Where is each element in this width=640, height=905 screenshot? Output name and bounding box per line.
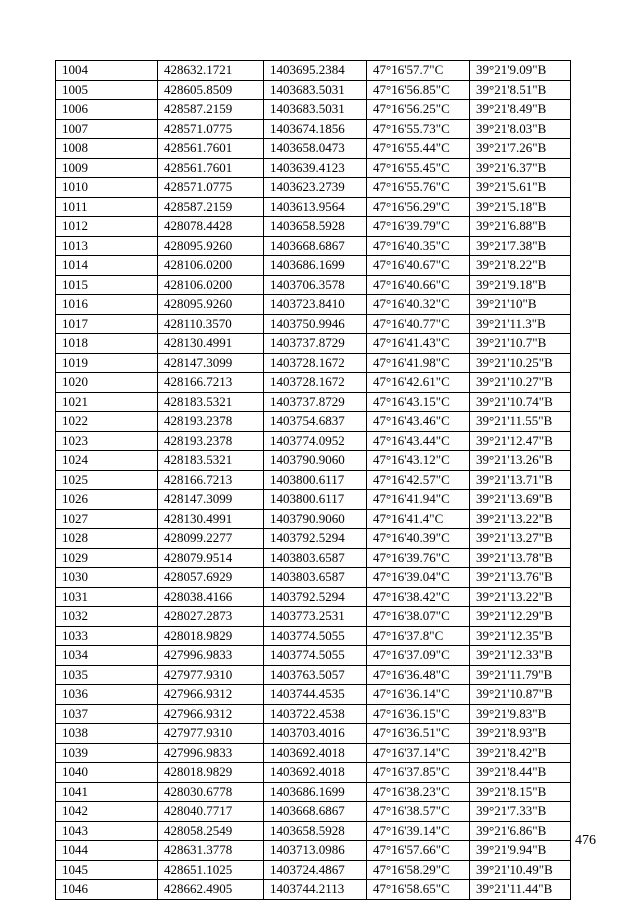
x-coordinate-cell: 428106.0200	[158, 275, 264, 295]
table-row	[56, 61, 571, 81]
y-coordinate-cell: 1403686.1699	[264, 782, 367, 802]
point-number-cell: 1012	[56, 217, 158, 237]
point-number-cell: 1033	[56, 626, 158, 646]
latitude-cell: 47°16'42.61"С	[367, 373, 470, 393]
x-coordinate-cell: 428040.7717	[158, 802, 264, 822]
table-row	[56, 353, 571, 373]
longitude-cell: 39°21'10.27"В	[470, 373, 571, 393]
point-number-cell: 1036	[56, 685, 158, 705]
longitude-cell: 39°21'9.09"В	[470, 61, 571, 81]
x-coordinate-cell: 428183.5321	[158, 451, 264, 471]
x-coordinate-cell: 428018.9829	[158, 626, 264, 646]
y-coordinate-cell: 1403774.5055	[264, 646, 367, 666]
latitude-cell: 47°16'58.29"С	[367, 860, 470, 880]
y-coordinate-cell: 1403773.2531	[264, 607, 367, 627]
y-coordinate-cell: 1403722.4538	[264, 704, 367, 724]
longitude-cell: 39°21'7.38"В	[470, 236, 571, 256]
table-row	[56, 490, 571, 510]
longitude-cell: 39°21'13.22"В	[470, 587, 571, 607]
table-row	[56, 139, 571, 159]
longitude-cell: 39°21'10.74"В	[470, 392, 571, 412]
table-row	[56, 626, 571, 646]
longitude-cell: 39°21'12.29"В	[470, 607, 571, 627]
table-row	[56, 821, 571, 841]
table-row	[56, 802, 571, 822]
latitude-cell: 47°16'38.07"С	[367, 607, 470, 627]
latitude-cell: 47°16'36.51"С	[367, 724, 470, 744]
y-coordinate-cell: 1403774.0952	[264, 431, 367, 451]
x-coordinate-cell: 428147.3099	[158, 490, 264, 510]
longitude-cell: 39°21'11.3"В	[470, 314, 571, 334]
longitude-cell: 39°21'9.83"В	[470, 704, 571, 724]
y-coordinate-cell: 1403790.9060	[264, 451, 367, 471]
longitude-cell: 39°21'8.22"В	[470, 256, 571, 276]
y-coordinate-cell: 1403800.6117	[264, 470, 367, 490]
point-number-cell: 1040	[56, 763, 158, 783]
latitude-cell: 47°16'43.46"С	[367, 412, 470, 432]
longitude-cell: 39°21'6.37"В	[470, 158, 571, 178]
latitude-cell: 47°16'42.57"С	[367, 470, 470, 490]
y-coordinate-cell: 1403713.0986	[264, 841, 367, 861]
table-row	[56, 841, 571, 861]
point-number-cell: 1008	[56, 139, 158, 159]
x-coordinate-cell: 428058.2549	[158, 821, 264, 841]
table-row	[56, 548, 571, 568]
x-coordinate-cell: 428631.3778	[158, 841, 264, 861]
point-number-cell: 1018	[56, 334, 158, 354]
x-coordinate-cell: 428571.0775	[158, 119, 264, 139]
point-number-cell: 1041	[56, 782, 158, 802]
latitude-cell: 47°16'37.8"С	[367, 626, 470, 646]
x-coordinate-cell: 427966.9312	[158, 685, 264, 705]
point-number-cell: 1004	[56, 61, 158, 81]
latitude-cell: 47°16'55.73"С	[367, 119, 470, 139]
point-number-cell: 1021	[56, 392, 158, 412]
point-number-cell: 1015	[56, 275, 158, 295]
table-row	[56, 119, 571, 139]
y-coordinate-cell: 1403792.5294	[264, 587, 367, 607]
table-row	[56, 178, 571, 198]
table-row	[56, 568, 571, 588]
x-coordinate-cell: 428571.0775	[158, 178, 264, 198]
x-coordinate-cell: 428099.2277	[158, 529, 264, 549]
longitude-cell: 39°21'13.76"В	[470, 568, 571, 588]
point-number-cell: 1019	[56, 353, 158, 373]
table-row	[56, 587, 571, 607]
point-number-cell: 1045	[56, 860, 158, 880]
point-number-cell: 1035	[56, 665, 158, 685]
longitude-cell: 39°21'13.78"В	[470, 548, 571, 568]
point-number-cell: 1029	[56, 548, 158, 568]
latitude-cell: 47°16'40.67"С	[367, 256, 470, 276]
y-coordinate-cell: 1403724.4867	[264, 860, 367, 880]
point-number-cell: 1005	[56, 80, 158, 100]
x-coordinate-cell: 427996.9833	[158, 743, 264, 763]
table-row	[56, 256, 571, 276]
longitude-cell: 39°21'7.26"В	[470, 139, 571, 159]
y-coordinate-cell: 1403686.1699	[264, 256, 367, 276]
longitude-cell: 39°21'13.27"В	[470, 529, 571, 549]
y-coordinate-cell: 1403803.6587	[264, 548, 367, 568]
latitude-cell: 47°16'38.57"С	[367, 802, 470, 822]
x-coordinate-cell: 428587.2159	[158, 197, 264, 217]
latitude-cell: 47°16'36.48"С	[367, 665, 470, 685]
x-coordinate-cell: 428605.8509	[158, 80, 264, 100]
point-number-cell: 1013	[56, 236, 158, 256]
table-row	[56, 782, 571, 802]
table-row	[56, 529, 571, 549]
y-coordinate-cell: 1403774.5055	[264, 626, 367, 646]
page-number: 476	[575, 833, 596, 848]
table-row	[56, 685, 571, 705]
y-coordinate-cell: 1403803.6587	[264, 568, 367, 588]
latitude-cell: 47°16'55.76"С	[367, 178, 470, 198]
point-number-cell: 1031	[56, 587, 158, 607]
x-coordinate-cell: 428038.4166	[158, 587, 264, 607]
y-coordinate-cell: 1403744.2113	[264, 880, 367, 900]
latitude-cell: 47°16'43.12"С	[367, 451, 470, 471]
longitude-cell: 39°21'5.61"В	[470, 178, 571, 198]
table-row	[56, 392, 571, 412]
x-coordinate-cell: 428651.1025	[158, 860, 264, 880]
x-coordinate-cell: 428166.7213	[158, 373, 264, 393]
x-coordinate-cell: 428193.2378	[158, 431, 264, 451]
latitude-cell: 47°16'41.94"С	[367, 490, 470, 510]
x-coordinate-cell: 428095.9260	[158, 236, 264, 256]
x-coordinate-cell: 428130.4991	[158, 509, 264, 529]
longitude-cell: 39°21'8.93"В	[470, 724, 571, 744]
point-number-cell: 1046	[56, 880, 158, 900]
longitude-cell: 39°21'10.87"В	[470, 685, 571, 705]
longitude-cell: 39°21'12.33"В	[470, 646, 571, 666]
y-coordinate-cell: 1403639.4123	[264, 158, 367, 178]
x-coordinate-cell: 428662.4905	[158, 880, 264, 900]
point-number-cell: 1042	[56, 802, 158, 822]
table-row	[56, 80, 571, 100]
longitude-cell: 39°21'8.51"В	[470, 80, 571, 100]
y-coordinate-cell: 1403750.9946	[264, 314, 367, 334]
y-coordinate-cell: 1403790.9060	[264, 509, 367, 529]
point-number-cell: 1017	[56, 314, 158, 334]
longitude-cell: 39°21'7.33"В	[470, 802, 571, 822]
x-coordinate-cell: 428147.3099	[158, 353, 264, 373]
x-coordinate-cell: 428632.1721	[158, 61, 264, 81]
point-number-cell: 1024	[56, 451, 158, 471]
x-coordinate-cell: 428110.3570	[158, 314, 264, 334]
table-row	[56, 509, 571, 529]
x-coordinate-cell: 428106.0200	[158, 256, 264, 276]
y-coordinate-cell: 1403623.2739	[264, 178, 367, 198]
table-row	[56, 217, 571, 237]
latitude-cell: 47°16'36.14"С	[367, 685, 470, 705]
latitude-cell: 47°16'56.29"С	[367, 197, 470, 217]
y-coordinate-cell: 1403658.5928	[264, 821, 367, 841]
table-row	[56, 275, 571, 295]
table-row	[56, 197, 571, 217]
longitude-cell: 39°21'9.18"В	[470, 275, 571, 295]
latitude-cell: 47°16'39.76"С	[367, 548, 470, 568]
latitude-cell: 47°16'40.32"С	[367, 295, 470, 315]
point-number-cell: 1014	[56, 256, 158, 276]
x-coordinate-cell: 428193.2378	[158, 412, 264, 432]
latitude-cell: 47°16'40.66"С	[367, 275, 470, 295]
point-number-cell: 1026	[56, 490, 158, 510]
y-coordinate-cell: 1403723.8410	[264, 295, 367, 315]
latitude-cell: 47°16'38.42"С	[367, 587, 470, 607]
longitude-cell: 39°21'6.88"В	[470, 217, 571, 237]
y-coordinate-cell: 1403683.5031	[264, 100, 367, 120]
y-coordinate-cell: 1403728.1672	[264, 353, 367, 373]
y-coordinate-cell: 1403683.5031	[264, 80, 367, 100]
latitude-cell: 47°16'56.25"С	[367, 100, 470, 120]
coordinates-table	[55, 60, 571, 900]
latitude-cell: 47°16'36.15"С	[367, 704, 470, 724]
longitude-cell: 39°21'12.47"В	[470, 431, 571, 451]
table-row	[56, 236, 571, 256]
latitude-cell: 47°16'38.23"С	[367, 782, 470, 802]
y-coordinate-cell: 1403754.6837	[264, 412, 367, 432]
table-row	[56, 314, 571, 334]
latitude-cell: 47°16'37.09"С	[367, 646, 470, 666]
point-number-cell: 1037	[56, 704, 158, 724]
longitude-cell: 39°21'13.22"В	[470, 509, 571, 529]
longitude-cell: 39°21'8.44"В	[470, 763, 571, 783]
table-row	[56, 607, 571, 627]
point-number-cell: 1034	[56, 646, 158, 666]
latitude-cell: 47°16'41.43"С	[367, 334, 470, 354]
latitude-cell: 47°16'37.85"С	[367, 763, 470, 783]
y-coordinate-cell: 1403706.3578	[264, 275, 367, 295]
table-row	[56, 431, 571, 451]
x-coordinate-cell: 427977.9310	[158, 665, 264, 685]
y-coordinate-cell: 1403658.5928	[264, 217, 367, 237]
point-number-cell: 1020	[56, 373, 158, 393]
longitude-cell: 39°21'10.49"В	[470, 860, 571, 880]
y-coordinate-cell: 1403692.4018	[264, 763, 367, 783]
point-number-cell: 1016	[56, 295, 158, 315]
point-number-cell: 1006	[56, 100, 158, 120]
latitude-cell: 47°16'56.85"С	[367, 80, 470, 100]
point-number-cell: 1010	[56, 178, 158, 198]
longitude-cell: 39°21'8.03"В	[470, 119, 571, 139]
point-number-cell: 1032	[56, 607, 158, 627]
latitude-cell: 47°16'43.44"С	[367, 431, 470, 451]
latitude-cell: 47°16'40.35"С	[367, 236, 470, 256]
x-coordinate-cell: 427966.9312	[158, 704, 264, 724]
longitude-cell: 39°21'11.79"В	[470, 665, 571, 685]
point-number-cell: 1011	[56, 197, 158, 217]
point-number-cell: 1039	[56, 743, 158, 763]
point-number-cell: 1028	[56, 529, 158, 549]
table-row	[56, 665, 571, 685]
table-row	[56, 704, 571, 724]
table-row	[56, 743, 571, 763]
x-coordinate-cell: 428079.9514	[158, 548, 264, 568]
table-row	[56, 724, 571, 744]
y-coordinate-cell: 1403692.4018	[264, 743, 367, 763]
latitude-cell: 47°16'39.79"С	[367, 217, 470, 237]
latitude-cell: 47°16'43.15"С	[367, 392, 470, 412]
table-row	[56, 451, 571, 471]
longitude-cell: 39°21'10.25"В	[470, 353, 571, 373]
latitude-cell: 47°16'40.39"С	[367, 529, 470, 549]
latitude-cell: 47°16'39.14"С	[367, 821, 470, 841]
table-row	[56, 334, 571, 354]
table-row	[56, 100, 571, 120]
y-coordinate-cell: 1403744.4535	[264, 685, 367, 705]
latitude-cell: 47°16'37.14"С	[367, 743, 470, 763]
table-row	[56, 860, 571, 880]
x-coordinate-cell: 428183.5321	[158, 392, 264, 412]
table-row	[56, 412, 571, 432]
longitude-cell: 39°21'13.71"В	[470, 470, 571, 490]
longitude-cell: 39°21'8.15"В	[470, 782, 571, 802]
longitude-cell: 39°21'13.26"В	[470, 451, 571, 471]
y-coordinate-cell: 1403703.4016	[264, 724, 367, 744]
point-number-cell: 1043	[56, 821, 158, 841]
table-row	[56, 646, 571, 666]
x-coordinate-cell: 428166.7213	[158, 470, 264, 490]
longitude-cell: 39°21'6.86"В	[470, 821, 571, 841]
longitude-cell: 39°21'5.18"В	[470, 197, 571, 217]
x-coordinate-cell: 428130.4991	[158, 334, 264, 354]
latitude-cell: 47°16'39.04"С	[367, 568, 470, 588]
x-coordinate-cell: 428030.6778	[158, 782, 264, 802]
latitude-cell: 47°16'40.77"С	[367, 314, 470, 334]
x-coordinate-cell: 427996.9833	[158, 646, 264, 666]
x-coordinate-cell: 428078.4428	[158, 217, 264, 237]
longitude-cell: 39°21'13.69"В	[470, 490, 571, 510]
table-row	[56, 295, 571, 315]
latitude-cell: 47°16'41.98"С	[367, 353, 470, 373]
point-number-cell: 1023	[56, 431, 158, 451]
point-number-cell: 1007	[56, 119, 158, 139]
latitude-cell: 47°16'58.65"С	[367, 880, 470, 900]
y-coordinate-cell: 1403613.9564	[264, 197, 367, 217]
point-number-cell: 1009	[56, 158, 158, 178]
x-coordinate-cell: 428095.9260	[158, 295, 264, 315]
table-row	[56, 763, 571, 783]
point-number-cell: 1038	[56, 724, 158, 744]
y-coordinate-cell: 1403674.1856	[264, 119, 367, 139]
longitude-cell: 39°21'12.35"В	[470, 626, 571, 646]
longitude-cell: 39°21'8.42"В	[470, 743, 571, 763]
x-coordinate-cell: 428561.7601	[158, 158, 264, 178]
latitude-cell: 47°16'41.4"С	[367, 509, 470, 529]
y-coordinate-cell: 1403668.6867	[264, 236, 367, 256]
y-coordinate-cell: 1403695.2384	[264, 61, 367, 81]
y-coordinate-cell: 1403728.1672	[264, 373, 367, 393]
y-coordinate-cell: 1403763.5057	[264, 665, 367, 685]
table-row	[56, 470, 571, 490]
point-number-cell: 1025	[56, 470, 158, 490]
latitude-cell: 47°16'55.44"С	[367, 139, 470, 159]
x-coordinate-cell: 428018.9829	[158, 763, 264, 783]
longitude-cell: 39°21'9.94"В	[470, 841, 571, 861]
longitude-cell: 39°21'8.49"В	[470, 100, 571, 120]
y-coordinate-cell: 1403737.8729	[264, 334, 367, 354]
y-coordinate-cell: 1403658.0473	[264, 139, 367, 159]
x-coordinate-cell: 428561.7601	[158, 139, 264, 159]
x-coordinate-cell: 428027.2873	[158, 607, 264, 627]
table-row	[56, 373, 571, 393]
latitude-cell: 47°16'57.7"С	[367, 61, 470, 81]
longitude-cell: 39°21'11.44"В	[470, 880, 571, 900]
point-number-cell: 1044	[56, 841, 158, 861]
x-coordinate-cell: 428057.6929	[158, 568, 264, 588]
point-number-cell: 1030	[56, 568, 158, 588]
y-coordinate-cell: 1403792.5294	[264, 529, 367, 549]
coordinates-table-body	[56, 61, 571, 900]
x-coordinate-cell: 428587.2159	[158, 100, 264, 120]
y-coordinate-cell: 1403800.6117	[264, 490, 367, 510]
point-number-cell: 1027	[56, 509, 158, 529]
table-row	[56, 158, 571, 178]
y-coordinate-cell: 1403668.6867	[264, 802, 367, 822]
x-coordinate-cell: 427977.9310	[158, 724, 264, 744]
y-coordinate-cell: 1403737.8729	[264, 392, 367, 412]
latitude-cell: 47°16'55.45"С	[367, 158, 470, 178]
longitude-cell: 39°21'11.55"В	[470, 412, 571, 432]
table-row	[56, 880, 571, 900]
point-number-cell: 1022	[56, 412, 158, 432]
longitude-cell: 39°21'10"В	[470, 295, 571, 315]
longitude-cell: 39°21'10.7"В	[470, 334, 571, 354]
latitude-cell: 47°16'57.66"С	[367, 841, 470, 861]
